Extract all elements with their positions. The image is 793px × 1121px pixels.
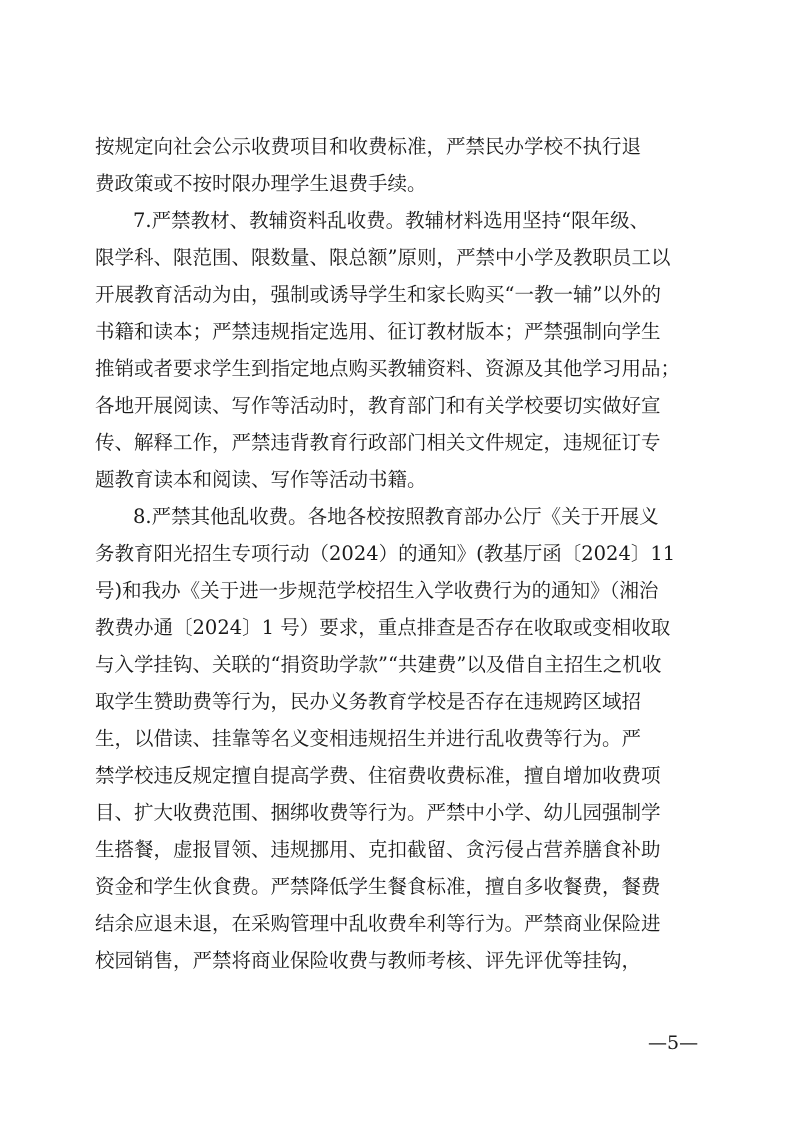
- text-line: 费政策或不按时限办理学生退费手续。: [95, 172, 427, 195]
- text-line: 限学科、限范围、限数量、限总额”原则，严禁中小学及教职员工以: [95, 246, 671, 269]
- text-line: 禁学校违反规定擅自提高学费、住宿费收费标准，擅自增加收费项: [95, 764, 661, 787]
- text-line: 各地开展阅读、写作等活动时，教育部门和有关学校要切实做好宣: [95, 394, 661, 417]
- text-line: 生，以借读、挂靠等名义变相违规招生并进行乱收费等行为。严: [95, 727, 642, 750]
- body-text: [95, 128, 715, 979]
- text-line: 与入学挂钩、关联的“捐资助学款”“共建费”以及借自主招生之机收: [95, 653, 662, 676]
- text-line: 务教育阳光招生专项行动（2024）的通知》(教基厅函〔2024〕11: [95, 542, 676, 565]
- page-number: —5—: [648, 1032, 699, 1054]
- text-line: 教费办通〔2024〕1 号）要求，重点排查是否存在收取或变相收取: [95, 616, 671, 639]
- text-line: 结余应退未退，在采购管理中乱收费牟利等行为。严禁商业保险进: [95, 912, 661, 935]
- section-7-heading-line: 7.严禁教材、教辅资料乱收费。教辅材料选用坚持“限年级、: [133, 209, 650, 232]
- text-line: 推销或者要求学生到指定地点购买教辅资料、资源及其他学习用品；: [95, 357, 681, 380]
- text-line: 号)和我办《关于进一步规范学校招生入学收费行为的通知》（湘治: [95, 579, 659, 602]
- text-line: 传、解释工作，严禁违背教育行政部门相关文件规定，违规征订专: [95, 431, 661, 454]
- text-line: 按规定向社会公示收费项目和收费标准，严禁民办学校不执行退: [95, 135, 642, 158]
- text-line: 书籍和读本；严禁违规指定选用、征订教材版本；严禁强制向学生: [95, 320, 661, 343]
- text-line: 开展教育活动为由，强制或诱导学生和家长购买“一教一辅”以外的: [95, 283, 661, 306]
- text-line: 题教育读本和阅读、写作等活动书籍。: [95, 468, 427, 491]
- text-line: 取学生赞助费等行为，民办义务教育学校是否存在违规跨区域招: [95, 690, 642, 713]
- section-8-heading-line: 8.严禁其他乱收费。各地各校按照教育部办公厅《关于开展义: [133, 505, 659, 528]
- text-line: 资金和学生伙食费。严禁降低学生餐食标准，擅自多收餐费，餐费: [95, 875, 661, 898]
- text-line: 目、扩大收费范围、捆绑收费等行为。严禁中小学、幼儿园强制学: [95, 801, 661, 824]
- text-line: 校园销售，严禁将商业保险收费与教师考核、评先评优等挂钩，: [95, 949, 642, 972]
- text-line: 生搭餐，虚报冒领、违规挪用、克扣截留、贪污侵占营养膳食补助: [95, 838, 661, 861]
